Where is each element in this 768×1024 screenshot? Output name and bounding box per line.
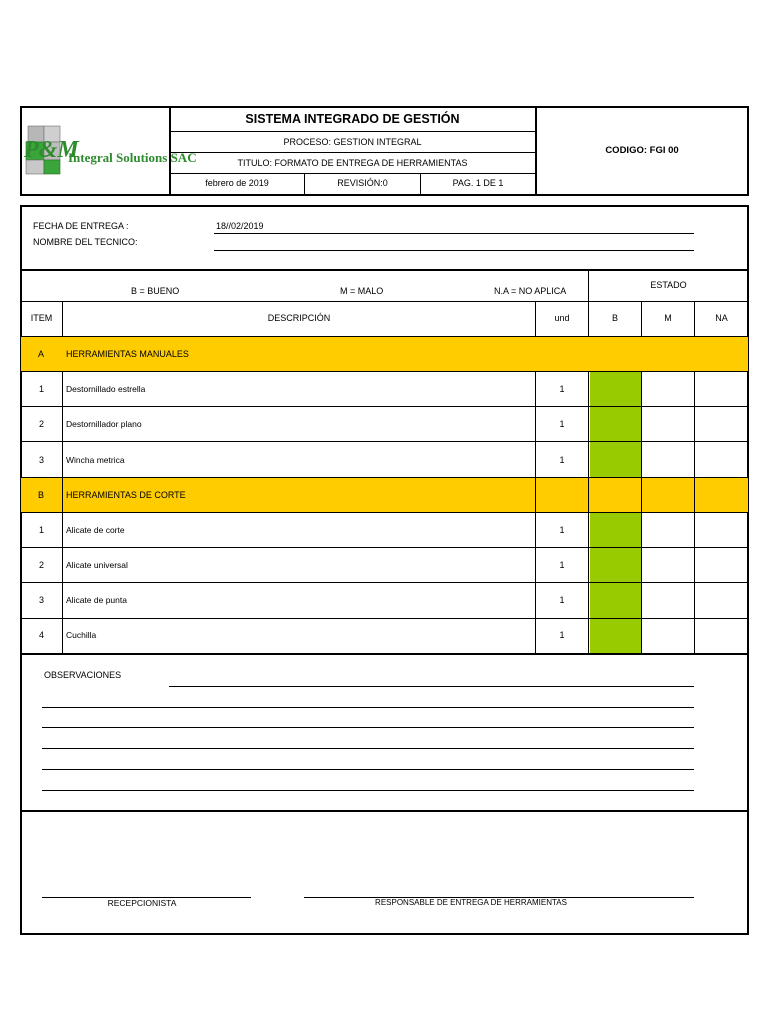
info-bottom-line	[20, 269, 749, 271]
receptionist-label: RECEPCIONISTA	[107, 898, 177, 908]
row-description: Cuchilla	[66, 630, 97, 640]
logo-monogram: P&M	[24, 137, 79, 163]
technician-underline	[214, 250, 694, 251]
format-title: TITULO: FORMATO DE ENTREGA DE HERRAMIENTAS	[237, 158, 468, 168]
grid-col-line	[694, 371, 695, 477]
section-b-name: HERRAMIENTAS DE CORTE	[66, 490, 186, 500]
header-revision: REVISIÓN:0	[337, 178, 388, 188]
row-unit: 1	[559, 384, 565, 394]
technician-label: NOMBRE DEL TECNICO:	[33, 237, 138, 247]
column-description: DESCRIPCIÓN	[267, 313, 331, 323]
signatures-box	[20, 810, 749, 935]
grid-col-line	[641, 301, 642, 336]
row-description: Destornillador plano	[66, 419, 142, 429]
section-a-code: A	[38, 349, 45, 359]
process-label: PROCESO: GESTION INTEGRAL	[283, 137, 422, 147]
column-header-top-line	[20, 301, 749, 302]
row-unit: 1	[559, 419, 565, 429]
row-description: Alicate de corte	[66, 525, 125, 535]
delivery-date-value[interactable]: 18//02/2019	[216, 221, 264, 231]
grid-col-line	[588, 477, 589, 653]
row-item: 1	[38, 525, 44, 535]
row-description: Destornillado estrella	[66, 384, 146, 394]
observations-label: OBSERVACIONES	[44, 670, 122, 680]
status-good-fill	[590, 407, 641, 441]
status-good-fill	[590, 442, 641, 477]
grid-row-line	[20, 547, 749, 548]
status-good-fill	[590, 372, 641, 406]
observations-line[interactable]	[42, 790, 694, 791]
row-item: 4	[38, 630, 44, 640]
grid-row-line	[20, 512, 749, 513]
grid-col-line	[641, 371, 642, 477]
delivery-date-label: FECHA DE ENTREGA :	[33, 221, 129, 231]
logo-company-name: Integral Solutions SAC	[68, 150, 197, 165]
grid-col-line	[535, 371, 536, 477]
grid-row-line	[20, 336, 749, 337]
header-row-line	[170, 173, 535, 174]
column-na: NA	[715, 313, 728, 323]
column-bad: M	[664, 313, 672, 323]
row-unit: 1	[559, 560, 565, 570]
status-good-fill	[590, 548, 641, 582]
section-a-name: HERRAMIENTAS MANUALES	[66, 349, 189, 359]
header-row-line	[170, 152, 535, 153]
legend-good: B = BUENO	[131, 286, 180, 296]
legend-na: N.A = NO APLICA	[494, 286, 567, 296]
grid-col-line	[535, 301, 536, 336]
row-unit: 1	[559, 630, 565, 640]
delivery-date-underline	[214, 233, 694, 234]
row-description: Wincha metrica	[66, 455, 125, 465]
observations-line[interactable]	[42, 707, 694, 708]
observations-line[interactable]	[42, 769, 694, 770]
column-unit: und	[554, 313, 570, 323]
header-date: febrero de 2019	[205, 178, 269, 188]
observations-box	[20, 653, 749, 812]
status-header: ESTADO	[650, 280, 687, 290]
company-logo	[22, 122, 197, 176]
observations-line[interactable]	[42, 727, 694, 728]
grid-col-line	[62, 301, 63, 336]
header-row-line	[170, 131, 535, 132]
grid-col-line	[694, 301, 695, 336]
grid-row-line	[20, 441, 749, 442]
row-item: 2	[38, 419, 44, 429]
row-item: 2	[38, 560, 44, 570]
status-good-fill	[590, 619, 641, 653]
column-item: ITEM	[30, 313, 53, 323]
column-good: B	[611, 313, 618, 323]
grid-col-line	[535, 477, 536, 653]
row-description: Alicate de punta	[66, 595, 127, 605]
grid-col-line	[641, 477, 642, 653]
grid-row-line	[20, 618, 749, 619]
row-item: 1	[38, 384, 44, 394]
section-b-code: B	[38, 490, 45, 500]
status-good-fill	[590, 513, 641, 547]
observations-line[interactable]	[42, 748, 694, 749]
system-title: SISTEMA INTEGRADO DE GESTIÓN	[245, 112, 460, 126]
grid-row-line	[20, 371, 749, 372]
grid-row-line	[20, 477, 749, 478]
grid-col-line	[694, 477, 695, 653]
row-item: 3	[38, 455, 44, 465]
grid-row-line	[20, 582, 749, 583]
observations-line[interactable]	[169, 686, 694, 687]
status-good-fill	[590, 583, 641, 618]
row-description: Alicate universal	[66, 560, 128, 570]
header-page: PAG. 1 DE 1	[452, 178, 504, 188]
grid-col-line	[588, 371, 589, 477]
row-unit: 1	[559, 595, 565, 605]
legend-bad: M = MALO	[340, 286, 384, 296]
grid-col-line	[62, 477, 63, 653]
row-item: 3	[38, 595, 44, 605]
status-divider	[588, 269, 589, 302]
grid-col-line	[62, 371, 63, 477]
grid-col-line	[588, 301, 589, 336]
grid-row-line	[20, 406, 749, 407]
row-unit: 1	[559, 525, 565, 535]
document-code: CODIGO: FGI 00	[605, 145, 679, 156]
responsible-label: RESPONSABLE DE ENTREGA DE HERRAMIENTAS	[375, 898, 567, 907]
row-unit: 1	[559, 455, 565, 465]
